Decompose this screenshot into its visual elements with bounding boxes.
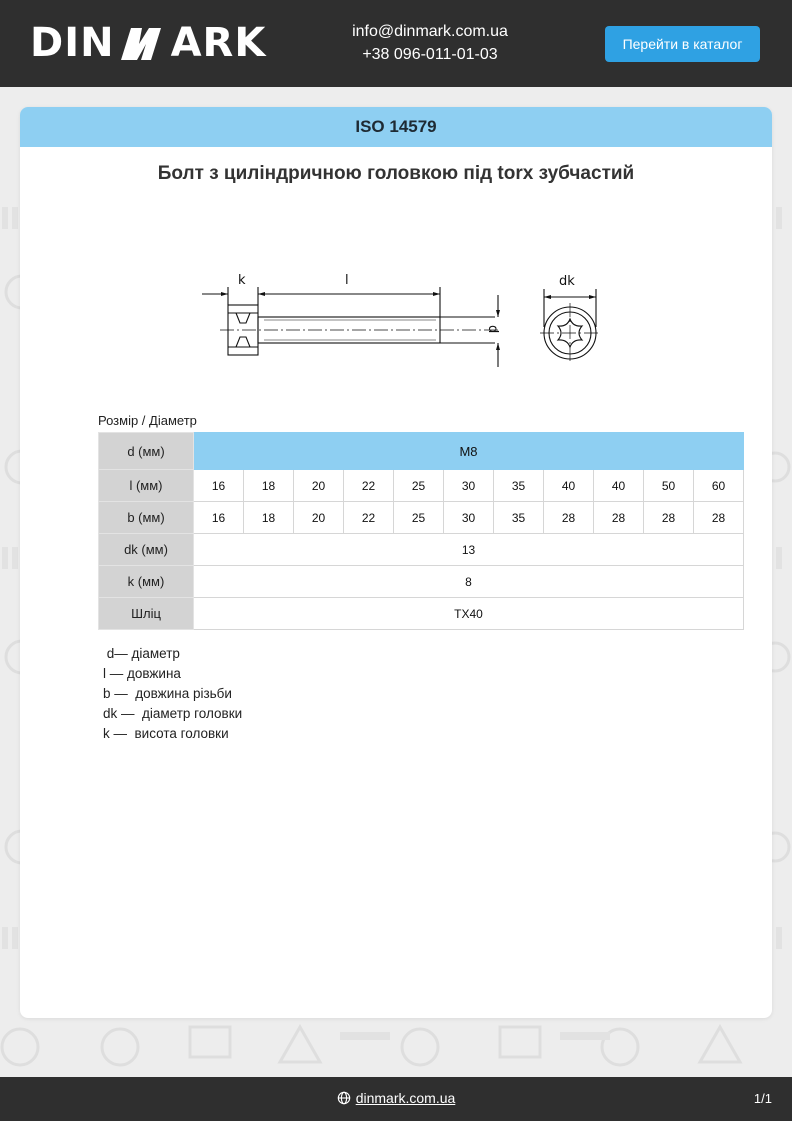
table-row-head-height [99,566,744,598]
table-row-slot [99,598,744,630]
thread-length-cell: 20 [294,502,344,534]
row-label-dk: dk (мм) [99,534,194,566]
contacts [300,20,560,66]
length-cell: 50 [644,470,694,502]
thread-length-cell: 28 [694,502,744,534]
phone-link[interactable]: +38 096-011-01-03 [362,46,498,63]
length-cell: 40 [594,470,644,502]
length-cell: 22 [344,470,394,502]
table-caption: Розмір / Діаметр [98,413,197,428]
legend-item: k — висота головки [103,726,229,741]
legend-item: b — довжина різьби [103,686,232,701]
thread-length-cell: 35 [494,502,544,534]
length-cell: 16 [194,470,244,502]
table-row-thread-length [99,502,744,534]
globe-icon [337,1091,351,1105]
dim-label-k: k [238,273,246,288]
row-label-b: b (мм) [99,502,194,534]
bolt-technical-drawing [200,267,600,387]
row-label-slot: Шліц [99,598,194,630]
thread-length-cell: 18 [244,502,294,534]
length-cell: 40 [544,470,594,502]
table-row-diameter [99,433,744,470]
row-label-d: d (мм) [99,433,194,470]
legend-item: dk — діаметр головки [103,706,243,721]
legend-item: l — довжина [103,666,181,681]
head-diameter-value: 13 [194,534,744,566]
site-link[interactable]: dinmark.com.ua [355,1090,456,1106]
logo-m-icon [115,22,171,64]
dinmark-logo[interactable]: DIN ARK [30,20,267,66]
legend [103,644,242,744]
table-row-length [99,470,744,502]
thread-length-cell: 16 [194,502,244,534]
footer-bar [0,1077,792,1121]
thread-length-cell: 28 [594,502,644,534]
header-bar [0,0,792,87]
thread-length-cell: 28 [644,502,694,534]
page-number: 1/1 [753,1091,772,1106]
length-cell: 60 [694,470,744,502]
thread-length-cell: 28 [544,502,594,534]
dim-label-d: d [485,325,500,334]
thread-length-cell: 30 [444,502,494,534]
catalog-button[interactable]: Перейти в каталог [605,26,760,62]
table-row-head-diameter [99,534,744,566]
product-title: Болт з циліндричною головкою під torx зубчастий [157,163,635,184]
length-cell: 18 [244,470,294,502]
length-cell: 30 [444,470,494,502]
legend-item: d— діаметр [103,646,180,661]
diameter-value: M8 [194,433,744,470]
product-card [20,107,772,1018]
length-cell: 25 [394,470,444,502]
length-cell: 20 [294,470,344,502]
row-label-k: k (мм) [99,566,194,598]
thread-length-cell: 25 [394,502,444,534]
email-link[interactable]: info@dinmark.com.ua [352,23,508,40]
row-label-l: l (мм) [99,470,194,502]
standard-header: ISO 14579 [20,107,772,147]
dim-label-l: l [345,273,349,288]
dim-label-dk: dk [559,274,575,289]
slot-value: TX40 [194,598,744,630]
thread-length-cell: 22 [344,502,394,534]
length-cell: 35 [494,470,544,502]
specification-table [98,432,744,630]
head-height-value: 8 [194,566,744,598]
